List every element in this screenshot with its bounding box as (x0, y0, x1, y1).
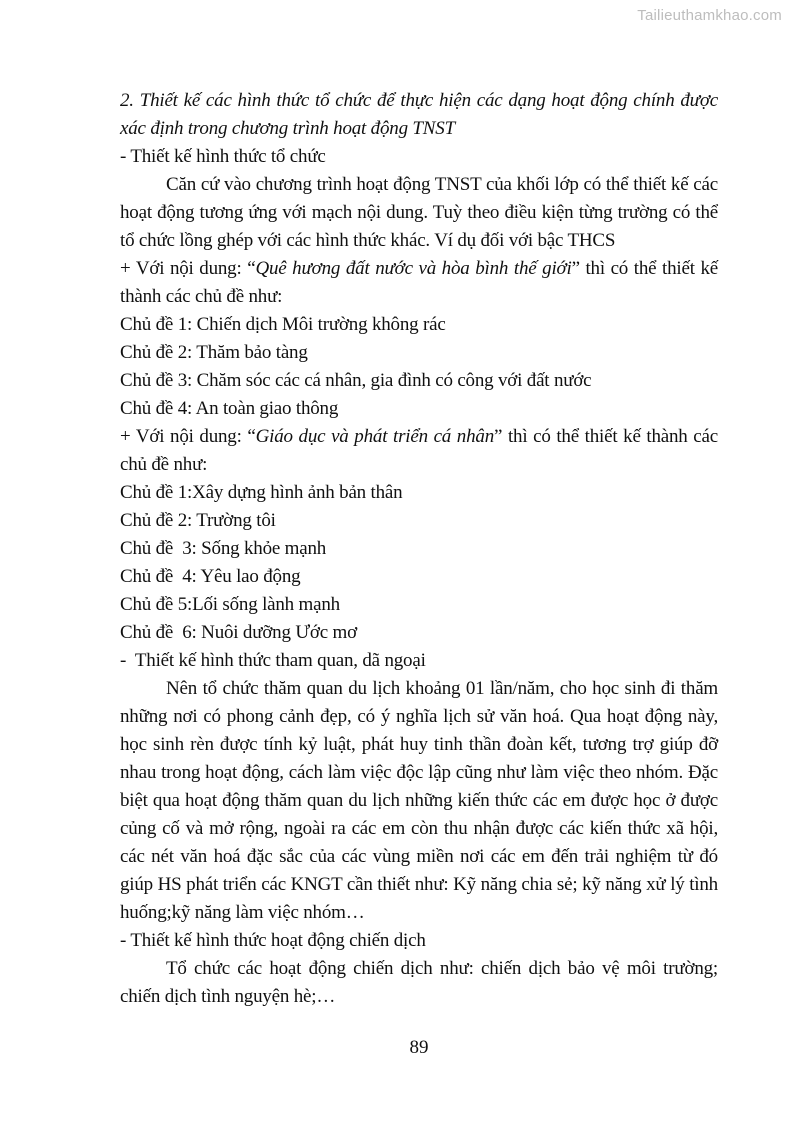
paragraph-content-giao-duc (120, 423, 718, 479)
topic2-item-5: Chủ đề 5:Lối sống lành mạnh (120, 594, 340, 615)
quoted-title: Quê hương đất nước và hòa bình thế giới (255, 258, 572, 279)
topic2-item-4: Chủ đề 4: Yêu lao động (120, 566, 301, 587)
text-run: ” thì có thể thiết kế thành các chủ đề như: (120, 426, 718, 475)
topic-item-4: Chủ đề 4: An toàn giao thông (120, 398, 339, 419)
paragraph-nen-to-chuc: Nên tổ chức thăm quan du lịch khoảng 01 lần/năm, cho học sinh đi thăm những nơi có phong cảnh đẹp, có ý nghĩa lịch sử văn hoá. Qua hoạt động này, học sinh rèn được tính kỷ luật, phát huy tinh thần đoàn kết, tương trợ giúp đỡ nhau trong hoạt động, cách làm việc độc lập cũng như làm việc theo nhóm. Đặc biệt qua hoạt động thăm quan du lịch những kiến thức các em được học ở được củng cố và mở rộng, ngoài ra các em còn thu nhận được các kiến thức xã hội, các nét văn hoá đặc sắc của các vùng miền nơi các em đến trải nghiệm từ đó giúp HS phát triển các KNGT cần thiết như: Kỹ năng chia sẻ; kỹ năng xử lý tình huống;kỹ năng làm việc nhóm… (120, 678, 718, 923)
page-number: 89 (409, 1037, 429, 1058)
paragraph-to-chuc-chien-dich: Tổ chức các hoạt động chiến dịch như: chiến dịch bảo vệ môi trường; chiến dịch tình nguyện hè;… (120, 958, 718, 1007)
quoted-title: Giáo dục và phát triển cá nhân (255, 426, 495, 447)
topic2-item-2: Chủ đề 2: Trường tôi (120, 510, 276, 531)
topic-item-3: Chủ đề 3: Chăm sóc các cá nhân, gia đình có công với đất nước (120, 370, 592, 391)
paragraph-content-que-huong (120, 255, 718, 311)
text-run: ” thì có thể thiết kế thành các chủ đề như: (120, 258, 719, 307)
topic-item-1: Chủ đề 1: Chiến dịch Môi trường không rác (120, 314, 446, 335)
topic2-item-6: Chủ đề 6: Nuôi dưỡng Ước mơ (120, 622, 357, 643)
watermark: Tailieuthamkhao.com (637, 7, 782, 24)
paragraph-can-cu: Căn cứ vào chương trình hoạt động TNST của khối lớp có thể thiết kế các hoạt động tương ứng với mạch nội dung. Tuỳ theo điều kiện từng trường có thể tổ chức lồng ghép với các hình thức khác. Ví dụ đối với bậc THCS (120, 174, 718, 251)
text-run: + Với nội dung: “ (120, 426, 256, 447)
topic-item-2: Chủ đề 2: Thăm bảo tàng (120, 342, 308, 363)
section-heading: 2. Thiết kế các hình thức tổ chức để thực hiện các dạng hoạt động chính được xác định trong chương trình hoạt động TNST (120, 90, 718, 139)
item-design-campaign-form: - Thiết kế hình thức hoạt động chiến dịch (120, 930, 426, 951)
topic2-item-3: Chủ đề 3: Sống khỏe mạnh (120, 538, 327, 559)
item-design-organization-form: - Thiết kế hình thức tổ chức (120, 146, 326, 167)
body-text-block (120, 87, 718, 1011)
item-design-excursion-form: - Thiết kế hình thức tham quan, dã ngoại (120, 650, 426, 671)
text-run: + Với nội dung: “ (120, 258, 256, 279)
topic2-item-1: Chủ đề 1:Xây dựng hình ảnh bản thân (120, 482, 403, 503)
